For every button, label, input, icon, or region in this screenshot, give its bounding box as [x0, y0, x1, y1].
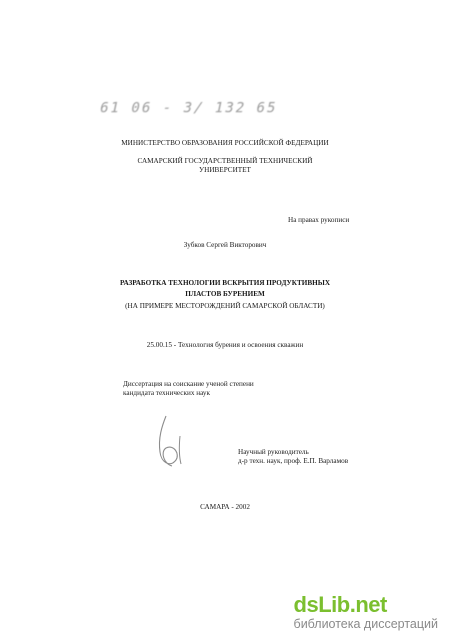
dslib-logo-dot: .	[349, 592, 356, 617]
dslib-logo-main: dsLib	[293, 592, 350, 617]
specialty-code: 25.00.15 - Технология бурения и освоения скважин	[146, 341, 304, 349]
dslib-logo	[294, 594, 438, 616]
dissertation-title-line3: (НА ПРИМЕРЕ МЕСТОРОЖДЕНИЙ САМАРСКОЙ ОБЛАСТИ)	[125, 302, 325, 310]
degree-statement-line2: кандидата технических наук	[123, 389, 210, 397]
dissertation-title-line1: РАЗРАБОТКА ТЕХНОЛОГИИ ВСКРЫТИЯ ПРОДУКТИВНЫХ	[119, 279, 331, 287]
degree-statement-line1: Диссертация на соискание ученой степени	[123, 380, 254, 388]
supervisor-name: д-р техн. наук, проф. Е.П. Варламов	[238, 457, 349, 465]
handwritten-archive-code: 61 06 - 3/ 132 65	[98, 100, 279, 116]
dslib-subtitle: библиотека диссертаций	[293, 617, 438, 631]
place-and-year: САМАРА - 2002	[200, 503, 250, 511]
university-name-line2: УНИВЕРСИТЕТ	[199, 166, 251, 174]
dslib-watermark	[294, 594, 438, 631]
author-name: Зубков Сергей Викторович	[183, 241, 267, 249]
supervisor-signature	[152, 412, 192, 474]
manuscript-rights-note: На правах рукописи	[288, 216, 350, 224]
ministry-heading: МИНИСТЕРСТВО ОБРАЗОВАНИЯ РОССИЙСКОЙ ФЕДЕРАЦИИ	[121, 139, 329, 147]
dissertation-title-line2: ПЛАСТОВ БУРЕНИЕМ	[185, 290, 265, 298]
dslib-logo-tld: net	[355, 592, 387, 617]
supervisor-label: Научный руководитель	[238, 448, 309, 456]
university-name-line1: САМАРСКИЙ ГОСУДАРСТВЕННЫЙ ТЕХНИЧЕСКИЙ	[137, 157, 313, 165]
